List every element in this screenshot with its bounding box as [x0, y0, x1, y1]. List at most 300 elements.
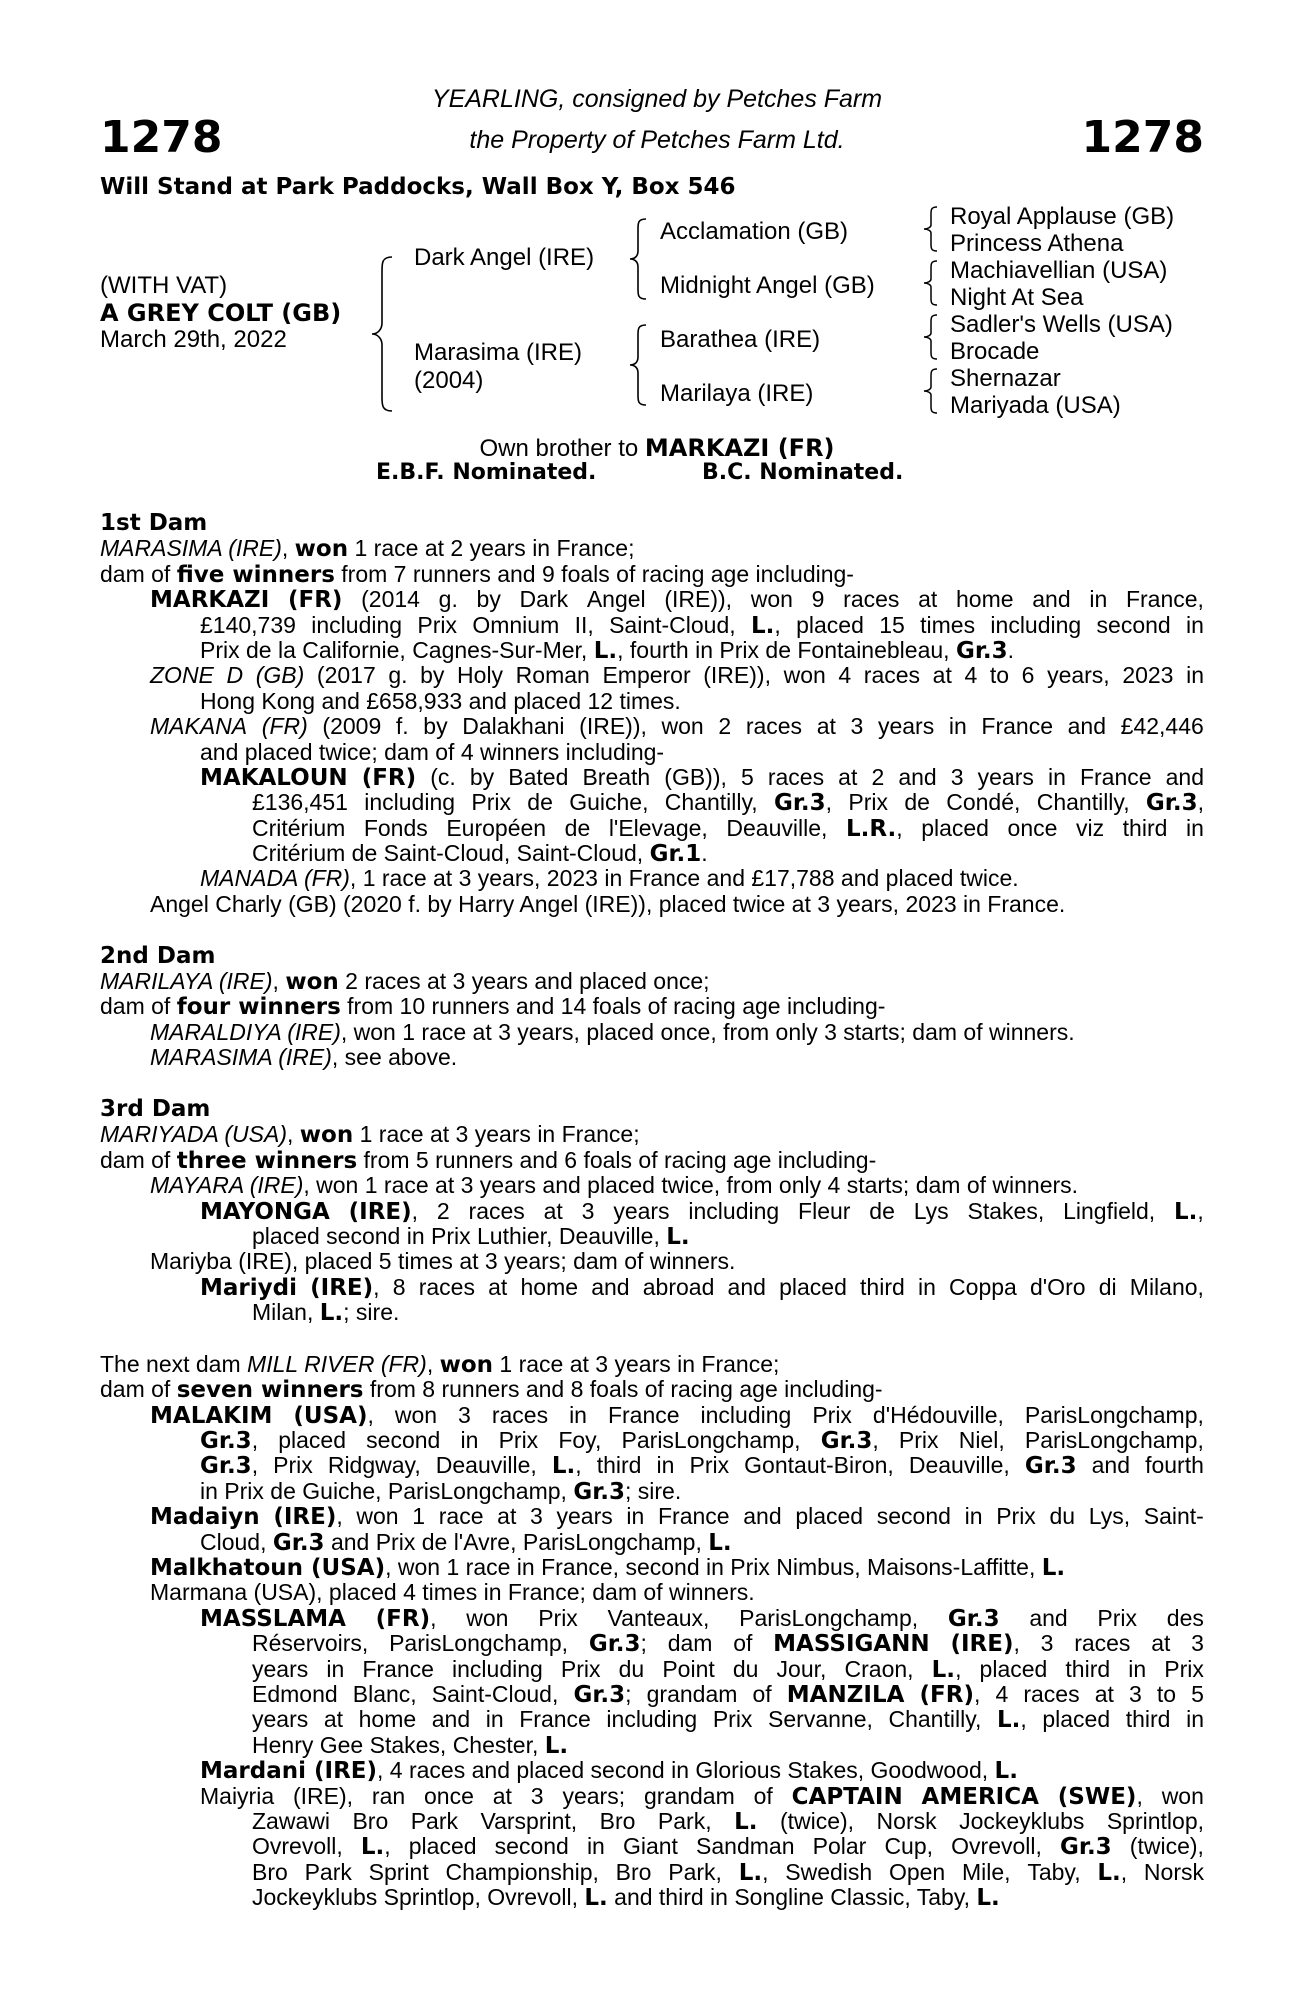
- text-run: Sprintlop,: [1106, 1807, 1204, 1834]
- word: [884, 1834, 933, 1859]
- text-run: of: [752, 1680, 772, 1707]
- word: [787, 1682, 905, 1707]
- text-run: placed: [921, 814, 989, 841]
- text-run: by: [423, 713, 448, 740]
- record-line: [100, 1148, 1204, 1173]
- word: [409, 1834, 477, 1859]
- text-run: at: [323, 1706, 344, 1733]
- word: [1122, 663, 1173, 688]
- word: [200, 1428, 258, 1453]
- text-run: third: [860, 1273, 905, 1300]
- word: [921, 816, 989, 841]
- gen3-1: Royal Applause (GB): [950, 203, 1175, 230]
- text-run: including: [311, 611, 403, 638]
- text-run: third: [1125, 1706, 1171, 1733]
- word: [623, 1834, 678, 1859]
- text-run: ,: [762, 1858, 769, 1885]
- word: [1186, 663, 1204, 688]
- text-run: (c.: [430, 763, 456, 790]
- text-run: ParisLongchamp,: [1024, 1401, 1204, 1428]
- text-run: placed: [278, 1427, 347, 1454]
- word: [696, 1834, 794, 1859]
- text-run: g.: [388, 662, 408, 689]
- record-line: [100, 994, 1204, 1019]
- text-run: 2: [436, 1197, 450, 1224]
- word: [1041, 1631, 1054, 1656]
- text-run: France,: [1125, 586, 1204, 613]
- word: [1025, 1403, 1204, 1428]
- word: [1097, 613, 1171, 638]
- text-run: won: [750, 586, 793, 613]
- text-run: Chantilly,: [888, 1706, 982, 1733]
- text-run: (2014: [361, 586, 420, 613]
- text-run: times: [920, 611, 976, 638]
- text-run: g.: [438, 586, 458, 613]
- word: [713, 1707, 753, 1732]
- text-run: placed: [795, 1503, 864, 1530]
- gen3-8: Mariyada (USA): [950, 392, 1121, 419]
- word: [1025, 1453, 1077, 1478]
- bold-text: L.: [319, 1300, 344, 1327]
- text-run: and: [1029, 1604, 1068, 1631]
- text-run: in: [948, 713, 967, 740]
- word: [920, 1682, 981, 1707]
- text-run: placed: [779, 1273, 847, 1300]
- word: [946, 790, 1020, 815]
- record-line: [252, 1300, 1204, 1325]
- word: [662, 714, 704, 739]
- text-run: from 7 runners and 9 foals of racing age including-: [334, 560, 854, 587]
- text-run: Swedish: [785, 1858, 873, 1885]
- word: [488, 1275, 507, 1300]
- bold-text: (USA): [293, 1402, 368, 1429]
- italic-name: (FR): [261, 713, 308, 740]
- text-run: 1 race at 3 years in France;: [493, 1350, 780, 1377]
- word: [968, 1199, 1045, 1224]
- word: [1186, 1707, 1204, 1732]
- bold-text: Gr.3: [200, 1428, 252, 1455]
- word: [997, 1707, 1027, 1732]
- text-run: at: [492, 1782, 512, 1809]
- word: [922, 1784, 1039, 1809]
- word: [493, 1784, 512, 1809]
- bold-text: won: [294, 536, 349, 563]
- text-run: Prix: [498, 1427, 539, 1454]
- word: [520, 587, 569, 612]
- word: [1191, 1682, 1204, 1707]
- word: [395, 1403, 437, 1428]
- dam-section: [100, 1097, 1204, 1326]
- word: [753, 1682, 772, 1707]
- text-run: 2: [871, 763, 885, 790]
- text-run: ,: [896, 814, 903, 841]
- word: [457, 663, 503, 688]
- word: [734, 1809, 757, 1834]
- word: [376, 1606, 437, 1631]
- word: [326, 1657, 344, 1682]
- text-run: Jockeyklubs: [959, 1807, 1085, 1834]
- text-run: and placed twice; dam of 4 winners including-: [200, 738, 665, 765]
- word: [439, 587, 458, 612]
- horse-name: A GREY COLT (GB): [100, 299, 342, 327]
- word: [1130, 1275, 1204, 1300]
- word: [1097, 1606, 1137, 1631]
- text-run: dam of: [100, 1146, 177, 1173]
- text-run: £136,451: [252, 789, 348, 816]
- word: [743, 1504, 781, 1529]
- word: [1121, 714, 1204, 739]
- word: [508, 765, 568, 790]
- text-run: in: [485, 1706, 504, 1733]
- bold-text: MALAKIM: [150, 1402, 273, 1429]
- record-line: [150, 1020, 1204, 1045]
- word: [773, 1631, 930, 1656]
- text-run: 3: [850, 713, 864, 740]
- bold-text: three winners: [176, 1147, 358, 1174]
- word: [1186, 816, 1204, 841]
- text-run: ,: [251, 1452, 259, 1479]
- word: [582, 765, 650, 790]
- text-run: , won 1 race in France, second in Prix Nimbus, Maisons-Laffitte,: [385, 1554, 1042, 1581]
- word: [1145, 1453, 1204, 1478]
- text-run: years: [613, 1197, 670, 1224]
- word: [754, 1784, 773, 1809]
- bold-text: Gr.1: [649, 841, 702, 868]
- bold-text: (FR): [361, 764, 417, 791]
- text-run: , 4 races and placed second in Glorious Stakes, Goodwood,: [377, 1757, 995, 1784]
- word: [664, 765, 727, 790]
- text-run: Bro: [599, 1807, 636, 1834]
- text-run: placed: [1042, 1706, 1111, 1733]
- text-run: to: [1156, 1680, 1177, 1707]
- text-run: home: [358, 1706, 417, 1733]
- word: [741, 765, 754, 790]
- record-line: [252, 1631, 1204, 1656]
- word: [1144, 1860, 1204, 1885]
- word: [582, 1199, 595, 1224]
- text-run: including: [700, 1401, 792, 1428]
- text-run: Foy,: [558, 1427, 602, 1454]
- bold-text: (IRE): [950, 1631, 1014, 1658]
- text-run: ,: [430, 1604, 437, 1631]
- word: [200, 1606, 346, 1631]
- word: [412, 1504, 425, 1529]
- text-run: 4: [995, 1680, 1009, 1707]
- word: [471, 790, 511, 815]
- word: [469, 1199, 525, 1224]
- word: [978, 765, 1034, 790]
- text-run: Sprint: [368, 1858, 429, 1885]
- text-run: Fonds: [363, 814, 428, 841]
- record-line: [150, 1173, 1204, 1198]
- word: [665, 790, 758, 815]
- text-run: ,: [384, 1833, 391, 1860]
- bold-text: won: [285, 969, 339, 996]
- word: [780, 1809, 854, 1834]
- text-run: Guiche,: [569, 789, 649, 816]
- word: [544, 1199, 563, 1224]
- text-run: du: [1049, 1503, 1076, 1530]
- pedigree-bracket: [922, 259, 940, 307]
- bold-text: L.: [360, 1834, 385, 1861]
- text-run: Giant: [622, 1833, 678, 1860]
- text-run: Park: [410, 1807, 458, 1834]
- gen3-7: Shernazar: [950, 365, 1061, 392]
- bold-text: Gr.3: [573, 1681, 626, 1708]
- word: [869, 1199, 895, 1224]
- text-run: ; sire.: [343, 1299, 400, 1326]
- text-run: and third in Songline Classic, Taby,: [607, 1884, 977, 1911]
- text-run: Prix: [712, 1706, 753, 1733]
- record-line: [200, 613, 1204, 638]
- bold-text: Gr.3: [947, 1605, 1000, 1632]
- word: [356, 1504, 398, 1529]
- word: [1099, 1275, 1117, 1300]
- text-run: des: [1166, 1604, 1204, 1631]
- text-run: in: [1089, 586, 1108, 613]
- word: [739, 1860, 769, 1885]
- word: [613, 1199, 669, 1224]
- word: [956, 587, 1014, 612]
- text-run: Roman: [515, 662, 590, 689]
- record-line: [252, 790, 1204, 815]
- word: [602, 663, 690, 688]
- bc-note: B.C. Nominated.: [702, 460, 904, 485]
- word: [436, 1453, 537, 1478]
- word: [527, 790, 553, 815]
- bold-text: Gr.3: [955, 637, 1008, 664]
- text-run: Marmana (USA), placed 4 times in France; dam of winners.: [150, 1579, 755, 1606]
- gen3-3: Machiavellian (USA): [950, 257, 1168, 284]
- italic-name: (GB): [255, 662, 305, 689]
- word: [658, 1504, 730, 1529]
- word: [904, 790, 930, 815]
- bold-text: five winners: [176, 561, 335, 588]
- word: [322, 714, 381, 739]
- text-run: once: [424, 1782, 474, 1809]
- word: [393, 1275, 406, 1300]
- word: [914, 1199, 949, 1224]
- text-run: second: [366, 1427, 441, 1454]
- text-run: years: [556, 1503, 613, 1530]
- word: [1089, 1504, 1130, 1529]
- text-run: £140,739: [200, 611, 296, 638]
- bold-text: L.: [1174, 1198, 1198, 1225]
- text-run: Taby,: [1027, 1858, 1081, 1885]
- word: [980, 1657, 1048, 1682]
- record-line: [100, 969, 1204, 994]
- text-run: Prix: [471, 789, 511, 816]
- text-run: Angel Charly (GB) (2020 f. by Harry Angel (IRE)), placed twice at 3 years, 2023 in France.: [150, 890, 1066, 917]
- text-run: including: [364, 789, 456, 816]
- text-run: (2017: [316, 662, 376, 689]
- text-run: and: [727, 1273, 766, 1300]
- word: [252, 1860, 288, 1885]
- bold-text: Gr.3: [773, 790, 826, 817]
- sire: Dark Angel (IRE): [414, 244, 595, 271]
- text-run: second: [876, 1503, 951, 1530]
- text-run: in: [1128, 1655, 1147, 1682]
- text-run: races: [1023, 1680, 1080, 1707]
- word: [252, 1809, 330, 1834]
- text-run: Critérium de Saint-Cloud, Saint-Cloud,: [252, 840, 650, 867]
- pedigree-bracket: [922, 313, 940, 361]
- gen3-2: Princess Athena: [950, 230, 1124, 257]
- text-run: won: [356, 1503, 399, 1530]
- text-run: d'Oro: [1030, 1273, 1086, 1300]
- word: [353, 1682, 417, 1707]
- word: [622, 1428, 801, 1453]
- text-run: in: [460, 1427, 479, 1454]
- text-run: at: [1151, 1630, 1171, 1657]
- bold-text: Mariydi: [200, 1274, 297, 1301]
- lot-number-left: 1278: [100, 112, 223, 163]
- text-run: Réservoirs,: [252, 1630, 369, 1657]
- word: [933, 663, 952, 688]
- text-run: ParisLongchamp,: [389, 1630, 569, 1657]
- text-run: Point: [662, 1655, 715, 1682]
- word: [949, 714, 967, 739]
- word: [273, 1453, 313, 1478]
- word: [768, 1707, 873, 1732]
- text-run: Critérium: [252, 814, 346, 841]
- word: [1166, 765, 1204, 790]
- word: [838, 765, 857, 790]
- word: [364, 816, 428, 841]
- record-line: [150, 1403, 1204, 1428]
- word: [751, 613, 781, 638]
- word: [1097, 1860, 1127, 1885]
- word: [252, 816, 345, 841]
- consignor-line: YEARLING, consigned by Petches Farm: [431, 85, 883, 113]
- word: [324, 1707, 343, 1732]
- text-run: 4: [838, 662, 852, 689]
- dam-section: [100, 511, 1204, 917]
- text-run: placed: [796, 611, 864, 638]
- bold-text: Gr.3: [1024, 1453, 1077, 1480]
- text-run: grandam: [643, 1782, 735, 1809]
- record-line: [252, 1707, 1204, 1732]
- text-run: in: [656, 1452, 675, 1479]
- text-run: placed: [408, 1833, 477, 1860]
- text-run: ParisLongchamp,: [739, 1604, 919, 1631]
- bold-text: Madaiyn: [150, 1504, 260, 1531]
- word: [557, 1504, 613, 1529]
- word: [200, 613, 296, 638]
- word: [150, 1504, 260, 1529]
- text-run: Fleur: [798, 1197, 851, 1224]
- word: [359, 1707, 417, 1732]
- word: [317, 663, 376, 688]
- text-run: including: [606, 1706, 698, 1733]
- bold-text: (IRE): [348, 1198, 412, 1225]
- text-run: Polar: [812, 1833, 867, 1860]
- produce-record: [100, 511, 1204, 1910]
- text-run: Bro: [252, 1858, 288, 1885]
- bold-text: Malkhatoun (USA): [150, 1555, 386, 1582]
- word: [569, 1403, 587, 1428]
- text-run: Varsprint,: [480, 1807, 578, 1834]
- text-run: ;: [640, 1630, 647, 1657]
- bold-text: L.: [551, 1453, 576, 1480]
- text-run: Ridgway,: [327, 1452, 421, 1479]
- text-run: races: [767, 763, 825, 790]
- word: [305, 1860, 352, 1885]
- record-line: [252, 1224, 1204, 1249]
- word: [458, 1403, 471, 1428]
- text-run: and: [1091, 1452, 1131, 1479]
- text-run: Prix: [1097, 1604, 1138, 1631]
- text-run: by: [469, 763, 495, 790]
- text-run: third: [1122, 814, 1168, 841]
- text-run: Niel,: [958, 1427, 1005, 1454]
- text-run: Omnium: [472, 611, 560, 638]
- word: [446, 816, 546, 841]
- word: [658, 1809, 712, 1834]
- word: [1092, 1453, 1130, 1478]
- word: [877, 1504, 951, 1529]
- bold-text: L.: [994, 1758, 1018, 1785]
- word: [878, 714, 934, 739]
- text-run: d'Hédouville,: [872, 1401, 1004, 1428]
- text-run: (GB)),: [664, 763, 727, 790]
- word: [949, 1275, 1017, 1300]
- word: [751, 587, 793, 612]
- word: [1042, 1707, 1110, 1732]
- record-line: [200, 1428, 1204, 1453]
- bold-text: four winners: [176, 994, 341, 1021]
- word: [812, 587, 825, 612]
- word: [1029, 1606, 1067, 1631]
- text-run: Ovrevoll,: [252, 1833, 343, 1860]
- text-run: races: [1074, 1630, 1131, 1657]
- word: [873, 1403, 1004, 1428]
- text-run: di: [1098, 1273, 1117, 1300]
- word: [626, 1504, 644, 1529]
- word: [531, 1784, 544, 1809]
- bold-text: Gr.3: [588, 1631, 641, 1658]
- text-run: France: [981, 713, 1053, 740]
- bold-text: MARKAZI: [150, 587, 270, 614]
- text-run: races: [418, 1273, 475, 1300]
- text-run: (2009: [322, 713, 382, 740]
- bold-text: L.: [931, 1656, 956, 1683]
- bold-text: Gr.3: [1060, 1834, 1112, 1861]
- text-run: and: [743, 1503, 782, 1530]
- word: [877, 1809, 937, 1834]
- word: [466, 1606, 508, 1631]
- text-run: , see above.: [331, 1044, 458, 1071]
- word: [668, 1860, 722, 1885]
- text-run: ,: [287, 1121, 300, 1148]
- word: [520, 1275, 578, 1300]
- italic-name: MARASIMA (IRE): [100, 535, 282, 562]
- bold-text: won: [439, 1351, 494, 1378]
- text-run: Sandman: [696, 1833, 795, 1860]
- word: [411, 1809, 458, 1834]
- text-run: Edmond: [252, 1680, 338, 1707]
- record-line: [200, 1606, 1204, 1631]
- text-run: grandam: [646, 1680, 738, 1707]
- word: [821, 1428, 879, 1453]
- text-run: in: [569, 1401, 587, 1428]
- bold-text: Mardani (IRE): [200, 1758, 378, 1785]
- record-line: [150, 892, 1204, 917]
- word: [1060, 1834, 1112, 1859]
- text-run: Prix: [996, 1503, 1036, 1530]
- text-run: 3: [950, 763, 964, 790]
- text-run: and: [1067, 713, 1107, 740]
